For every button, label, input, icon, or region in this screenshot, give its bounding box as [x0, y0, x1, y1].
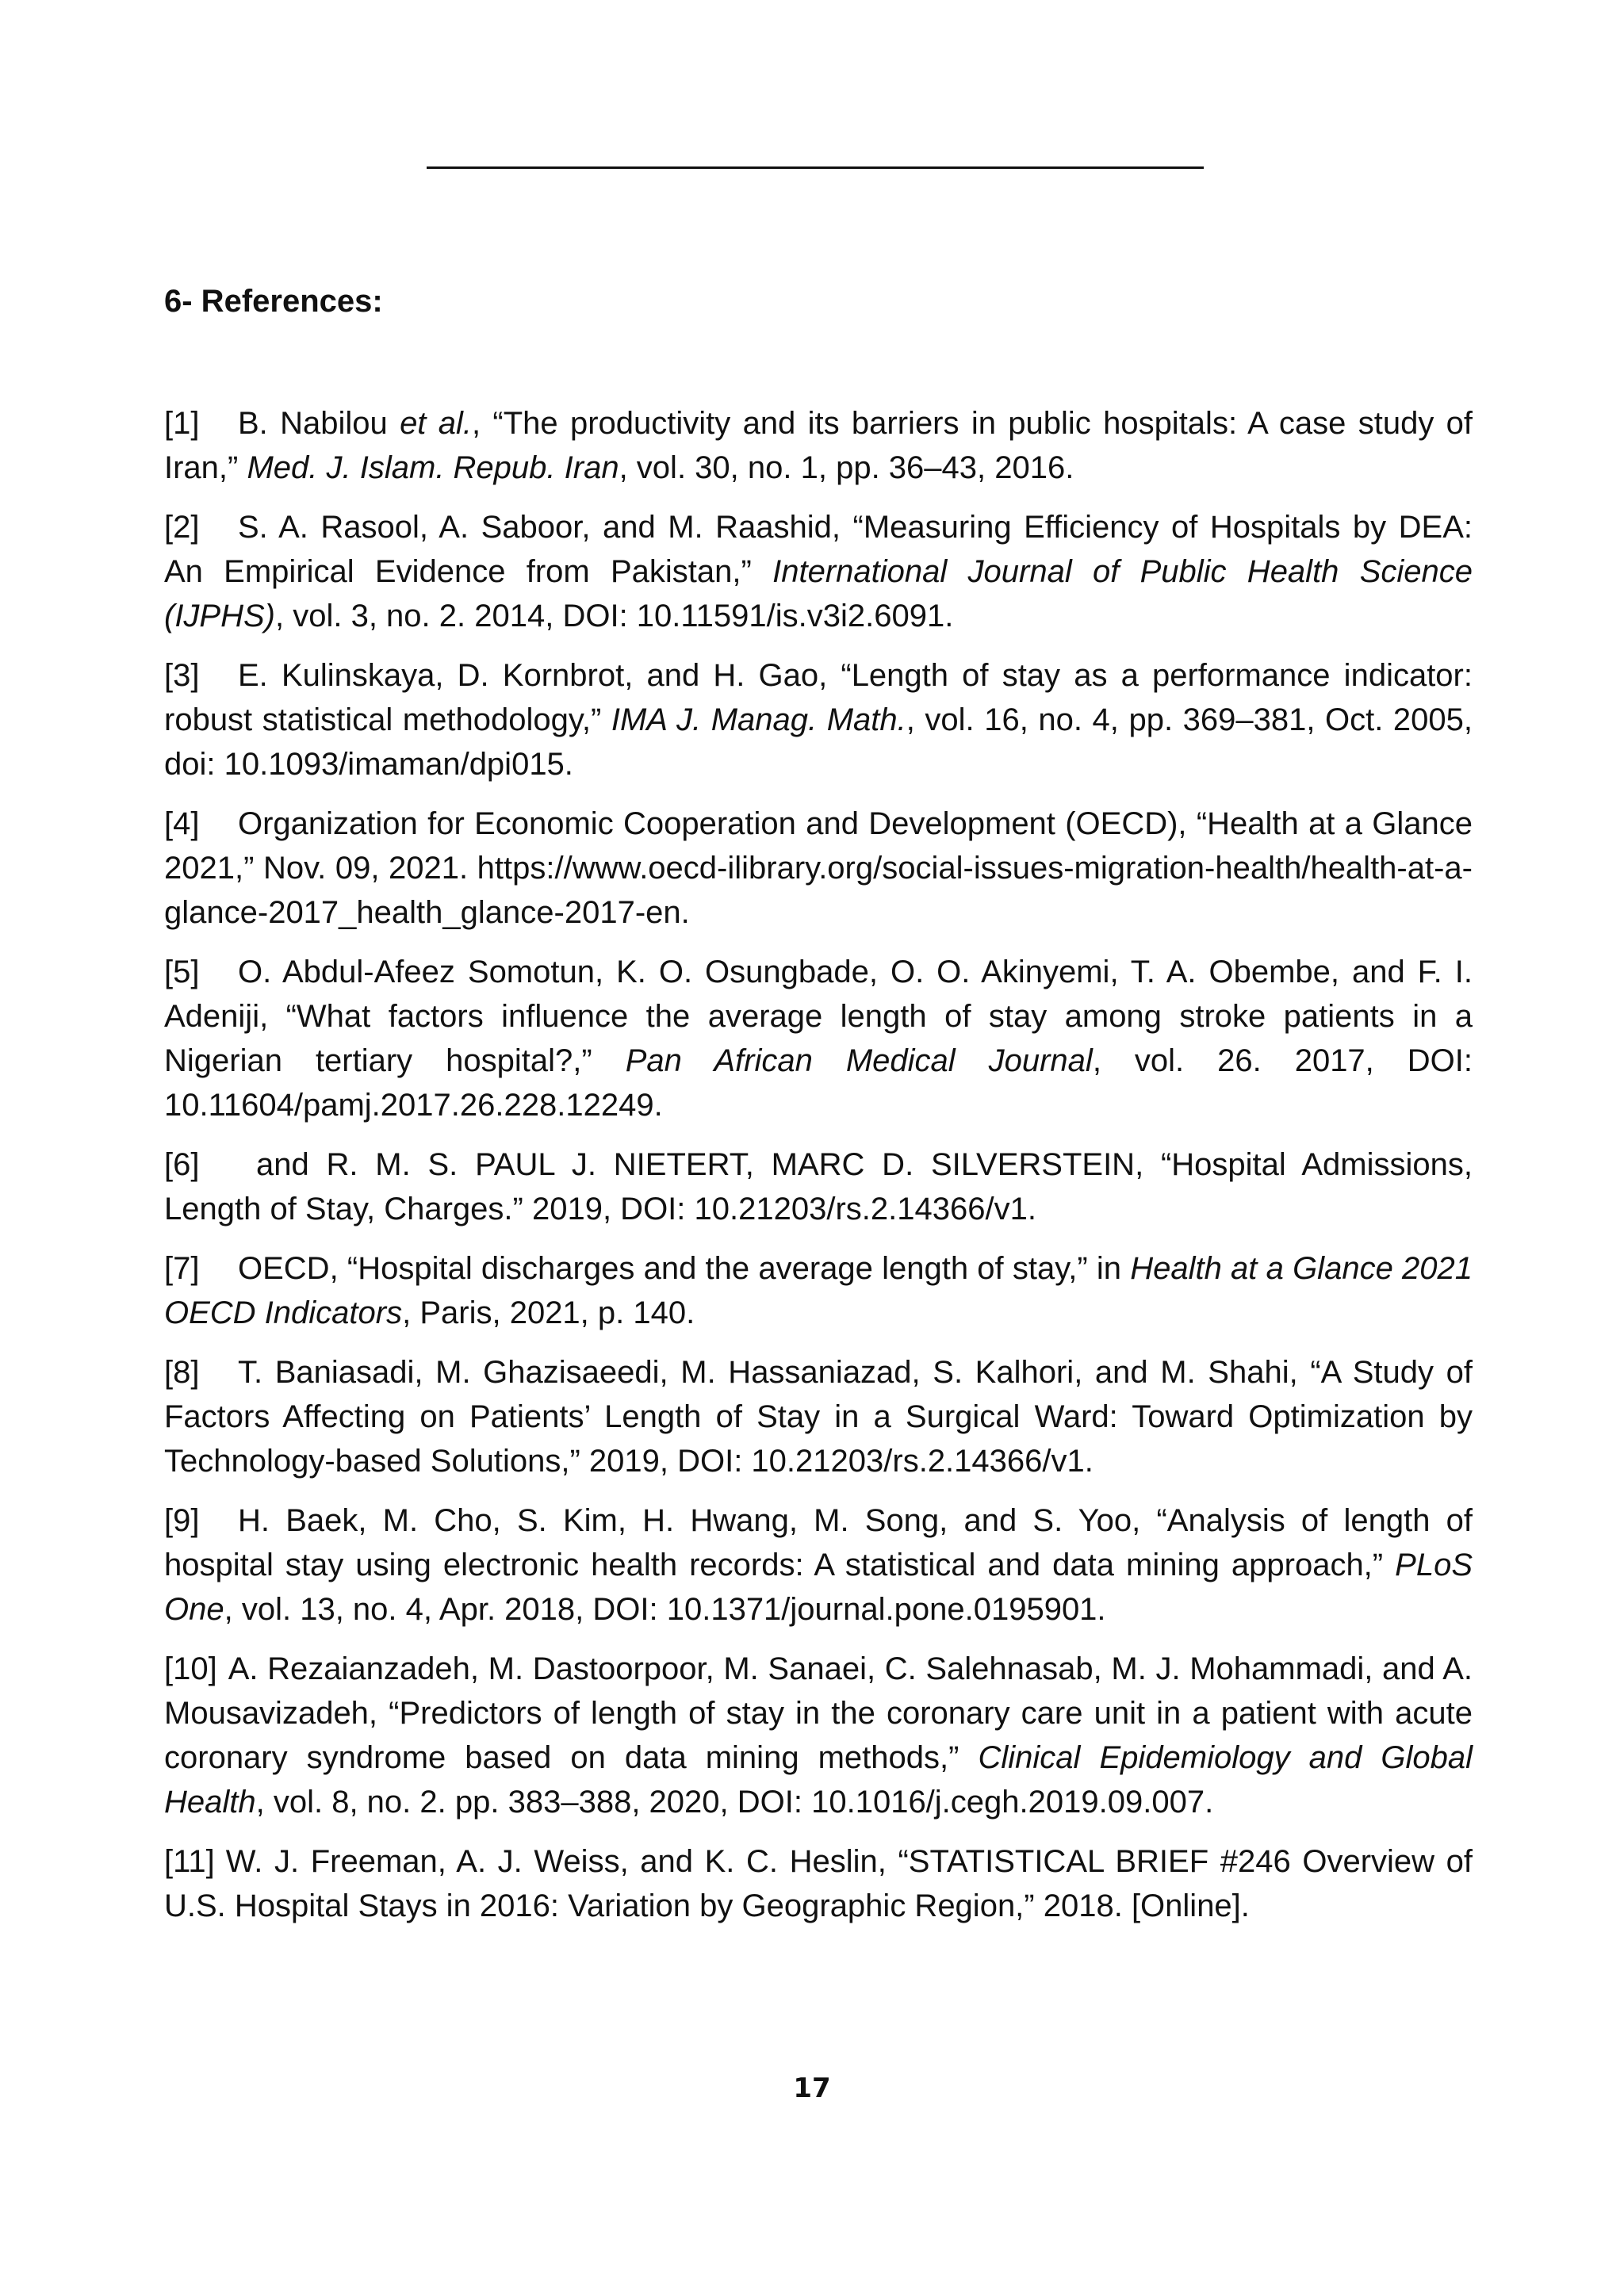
reference-italic-text: IMA J. Manag. Math.: [611, 702, 906, 737]
reference-text: , vol. 3, no. 2. 2014, DOI: 10.11591/is.v3i2.6091.: [275, 599, 954, 633]
reference-italic-text: International Journal of Public Health Science (IJPHS): [164, 554, 1473, 633]
reference-text: , “The productivity and its barriers in public hospitals: A case study of Iran,”: [164, 406, 1473, 485]
reference-italic-text: Health at a Glance 2021 OECD Indicators: [164, 1251, 1473, 1330]
reference-number: [5]: [164, 955, 200, 989]
reference-italic-text: Clinical Epidemiology and Global Health: [164, 1740, 1473, 1820]
reference-text: , vol. 26. 2017, DOI: 10.11604/pamj.2017.26.228.12249.: [164, 1043, 1473, 1123]
reference-item: [164, 1142, 1473, 1231]
reference-text: H. Baek, M. Cho, S. Kim, H. Hwang, M. Song, and S. Yoo, “Analysis of length of hospital stay using electronic health records: A statistical and data mining approach,”: [164, 1503, 1473, 1582]
reference-item: [164, 802, 1473, 935]
reference-text: S. A. Rasool, A. Saboor, and M. Raashid, “Measuring Efficiency of Hospitals by DEA: An Empirical Evidence from Pakistan,”: [164, 510, 1473, 589]
reference-number: [11]: [164, 1844, 215, 1879]
reference-number: [4]: [164, 806, 200, 841]
reference-text: , vol. 8, no. 2. pp. 383–388, 2020, DOI: 10.1016/j.cegh.2019.09.007.: [255, 1785, 1214, 1820]
reference-item: [164, 950, 1473, 1127]
reference-italic-text: Pan African Medical Journal: [625, 1043, 1093, 1078]
reference-text: A. Rezaianzadeh, M. Dastoorpoor, M. Sanaei, C. Salehnasab, M. J. Mohammadi, and A. Mousavizadeh, “Predictors of length of stay in the coronary care unit in a patient with acute coronary syndrome based on data mining methods,”: [164, 1651, 1473, 1775]
reference-text: and R. M. S. PAUL J. NIETERT, MARC D. SILVERSTEIN, “Hospital Admissions, Length of Stay, Charges.” 2019, DOI: 10.21203/rs.2.14366/v1.: [164, 1147, 1473, 1226]
reference-item: [164, 401, 1473, 490]
reference-text: O. Abdul-Afeez Somotun, K. O. Osungbade, O. O. Akinyemi, T. A. Obembe, and F. I. Adeniji, “What factors influence the average length of stay among stroke patients in a Nigerian tertiary hospital?,”: [164, 955, 1473, 1078]
reference-item: [164, 1246, 1473, 1335]
reference-text: E. Kulinskaya, D. Kornbrot, and H. Gao, “Length of stay as a performance indicator: robust statistical methodology,”: [164, 658, 1473, 737]
reference-item: [164, 1350, 1473, 1483]
page-number: 17: [793, 2072, 831, 2104]
reference-text: , vol. 13, no. 4, Apr. 2018, DOI: 10.1371/journal.pone.0195901.: [224, 1592, 1106, 1627]
reference-italic-text: et al.: [400, 406, 472, 441]
reference-number: [9]: [164, 1503, 200, 1538]
reference-number: [7]: [164, 1251, 200, 1286]
reference-item: [164, 1839, 1473, 1928]
top-rule: [427, 166, 1204, 169]
reference-italic-text: Med. J. Islam. Repub. Iran: [247, 450, 619, 485]
reference-text: W. J. Freeman, A. J. Weiss, and K. C. Heslin, “STATISTICAL BRIEF #246 Overview of U.S. Hospital Stays in 2016: Variation by Geographic Region,” 2018. [Online].: [164, 1844, 1473, 1923]
reference-text: B. Nabilou: [238, 406, 400, 441]
section-heading: 6- References:: [164, 284, 383, 319]
reference-list: [164, 401, 1473, 1943]
reference-item: [164, 505, 1473, 638]
reference-italic-text: PLoS One: [164, 1548, 1473, 1627]
reference-number: [2]: [164, 510, 200, 545]
reference-number: [8]: [164, 1355, 200, 1390]
reference-text: , Paris, 2021, p. 140.: [402, 1295, 695, 1330]
reference-text: Organization for Economic Cooperation and Development (OECD), “Health at a Glance 2021,” Nov. 09, 2021. https://www.oecd-ilibrary.org/social-issues-migration-health/health-at-a-glance-2017_health_glance-2017-en.: [164, 806, 1473, 930]
reference-item: [164, 1647, 1473, 1824]
reference-text: , vol. 30, no. 1, pp. 36–43, 2016.: [619, 450, 1074, 485]
reference-item: [164, 1498, 1473, 1632]
reference-text: OECD, “Hospital discharges and the average length of stay,” in: [238, 1251, 1131, 1286]
reference-number: [6]: [164, 1147, 200, 1182]
reference-text: , vol. 16, no. 4, pp. 369–381, Oct. 2005, doi: 10.1093/imaman/dpi015.: [164, 702, 1473, 782]
reference-number: [3]: [164, 658, 200, 693]
reference-item: [164, 653, 1473, 786]
reference-text: T. Baniasadi, M. Ghazisaeedi, M. Hassaniazad, S. Kalhori, and M. Shahi, “A Study of Factors Affecting on Patients’ Length of Stay in a Surgical Ward: Toward Optimization by Technology-based Solutions,” 2019, DOI: 10.21203/rs.2.14366/v1.: [164, 1355, 1473, 1479]
reference-number: [1]: [164, 406, 200, 441]
reference-number: [10]: [164, 1651, 217, 1686]
